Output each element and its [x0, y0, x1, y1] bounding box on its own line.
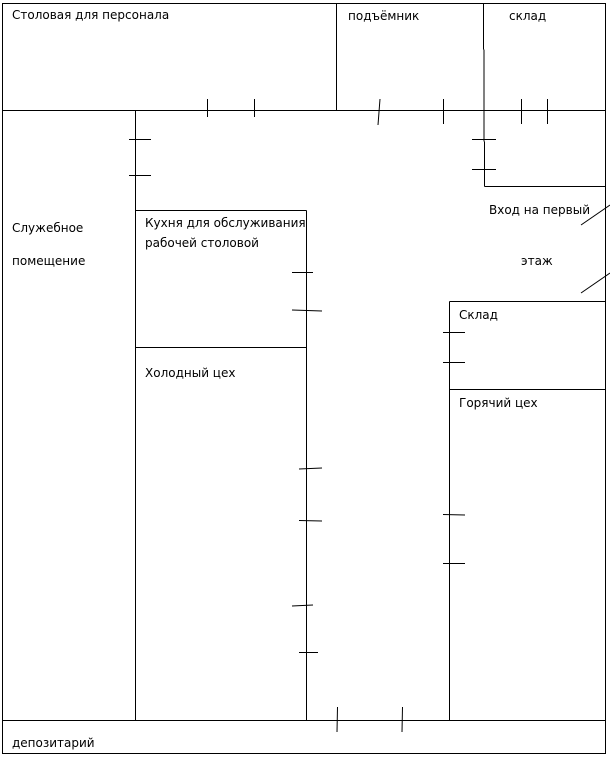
outer-wall	[3, 4, 606, 754]
door-tick	[292, 605, 313, 606]
door-tick	[299, 468, 322, 469]
door-tick	[378, 99, 380, 125]
room-label-lift: подъёмник	[348, 9, 420, 23]
room-label-hot-shop: Горячий цех	[459, 396, 538, 410]
door-tick	[337, 707, 338, 732]
room-label-storage-top: склад	[509, 9, 547, 23]
room-label-entrance-2: этаж	[521, 254, 553, 268]
door-tick	[292, 310, 322, 311]
room-label-storage-right: Склад	[459, 308, 498, 322]
room-label-kitchen-2: рабочей столовой	[145, 236, 259, 250]
room-label-cold-shop: Холодный цех	[145, 366, 236, 380]
room-label-kitchen-1: Кухня для обслуживания	[145, 216, 306, 230]
door-tick	[299, 521, 322, 522]
room-label-entrance-1: Вход на первый	[489, 203, 590, 217]
door-tick	[402, 707, 403, 732]
room-label-service-room-1: Служебное	[12, 221, 84, 235]
room-label-depository: депозитарий	[12, 736, 95, 750]
door-tick	[443, 515, 465, 516]
room-label-service-room-2: помещение	[12, 254, 86, 268]
room-label-staff-canteen: Столовая для персонала	[12, 8, 170, 22]
lift-storage-wall	[484, 4, 485, 187]
